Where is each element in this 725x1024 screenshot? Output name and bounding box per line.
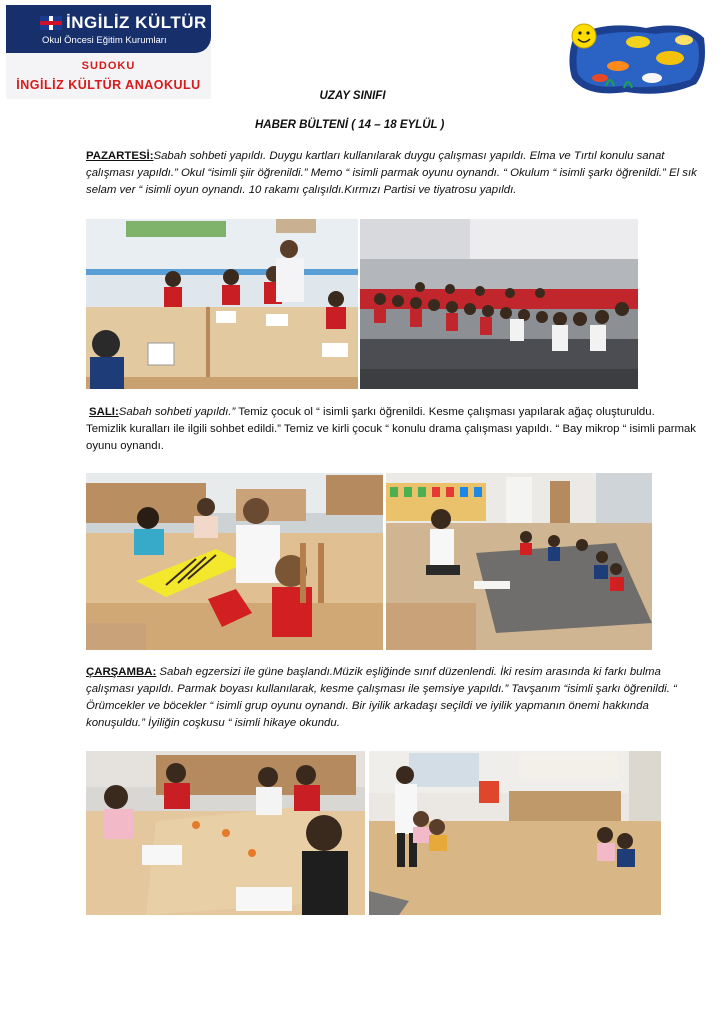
class-title: UZAY SINIFI [319,90,386,102]
logo-subtitle: Okul Öncesi Eğitim Kurumları [42,35,167,46]
aquarium-fish-icon [566,18,708,98]
uk-flag-icon [40,16,62,30]
monday-paragraph [86,148,698,199]
wednesday-paragraph [86,664,698,732]
logo-school-name: İNGİLİZ KÜLTÜR ANAOKULU [16,78,201,92]
wednesday-day-label: ÇARŞAMBA: [86,666,157,678]
tuesday-text: Temiz çocuk ol “ isimli şarkı öğrenildi. Kesme çalışması yapılarak ağaç oluşturuldu. Temizlik kuralları ile ilgili sohbet edildi.” Temiz ve kirli çocuk “ konulu drama çalışması yapıldı. “ Bay mikrop “ isimli parmak oyunu oynandı. [86,406,697,452]
logo-sudoku: SUDOKU [81,60,136,72]
wednesday-text: Sabah egzersizi ile güne başlandı.Müzik eşliğinde sınıf düzenlendi. İki resim arasında ki farkı bulma çalışması yapıldı. Parmak boyası kullanılarak, kesme çalışması ile şemsiye yapıldı.” Tavşanım “isimli şarkı öğrenildi. “ Örümcekler ve böcekler “ isimli grup oyunu oynandı. Bir iyilik arkadaşı seçildi ve iyilik yapmanın önemi hakkında konuşuldu.” İyiliğin coşkusu “ isimli hikaye okundu. [86,666,677,729]
tuesday-paragraph [86,404,698,455]
logo-brand: İNGİLİZ KÜLTÜR [66,13,207,32]
tuesday-day-label: SALI: [89,406,119,418]
school-logo [6,5,211,99]
wednesday-photo-finger-paint [86,751,365,915]
wednesday-photo-story-time [369,751,661,915]
bulletin-title: HABER BÜLTENİ ( 14 – 18 EYLÜL ) [255,119,445,131]
tuesday-photo-drama-circle [386,473,652,650]
monday-day-label: PAZARTESİ: [86,150,154,162]
tuesday-photo-tree-craft [86,473,383,650]
monday-photo-theatre [360,219,638,389]
monday-text: Sabah sohbeti yapıldı. Duygu kartları kullanılarak duygu çalışması yapıldı. Elma ve Tırtıl konulu sanat çalışması yapıldı.” Okul “isimli şiir öğrenildi.” Memo “ isimli parmak oyunu oynandı. “ Okulum “ isimli şarkı öğrenildi.” El sık selam ver “ isimli oyun oynandı. 10 rakamı çalışıldı.Kırmızı Partisi ve tiyatrosu yapıldı. [86,150,697,196]
monday-photo-classroom-art [86,219,358,389]
tuesday-text-italic: Sabah sohbeti yapıldı.” [118,406,236,418]
logo-banner [6,5,211,53]
